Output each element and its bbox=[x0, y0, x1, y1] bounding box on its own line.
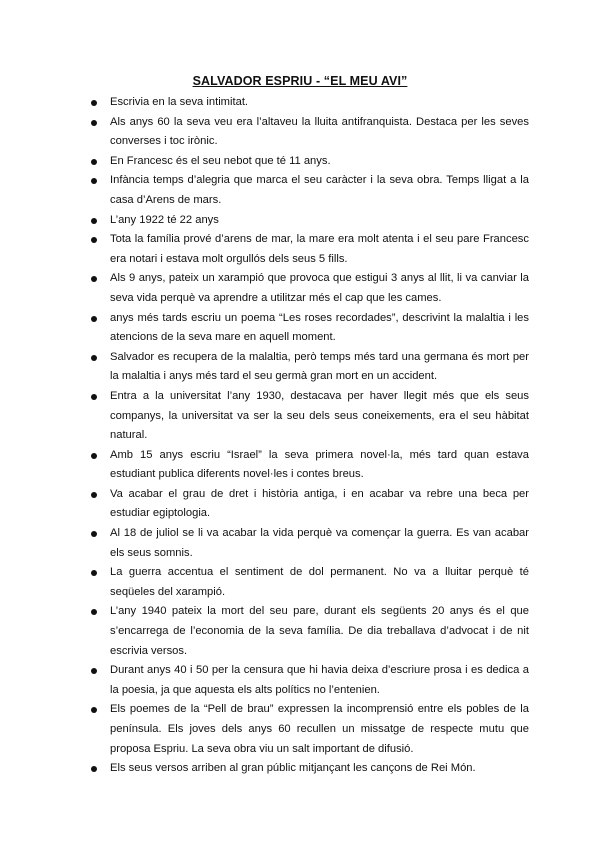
bullet-icon bbox=[91, 453, 97, 459]
list-item bbox=[86, 387, 529, 446]
list-item bbox=[86, 309, 529, 348]
bullet-icon bbox=[91, 218, 97, 224]
bullet-icon bbox=[91, 120, 97, 126]
list-item bbox=[86, 113, 529, 152]
list-item bbox=[86, 759, 529, 779]
bullet-icon bbox=[91, 531, 97, 537]
list-item bbox=[86, 602, 529, 661]
list-item-text: Els poemes de la “Pell de brau” expressen la incomprensió entre els pobles de la península. Els joves dels anys 60 recullen un missatge de respecte mutu que proposa Espriu. La seva obra viu un salt important de difusió. bbox=[110, 703, 529, 755]
list-item-text: Amb 15 anys escriu “Israel” la seva primera novel·la, més tard quan estava estudiant publica diferents novel·les i contes breus. bbox=[110, 448, 529, 481]
list-item bbox=[86, 485, 529, 524]
list-item bbox=[86, 230, 529, 269]
list-item-text: La guerra accentua el sentiment de dol permanent. No va a lluitar perquè té seqüeles del xarampió. bbox=[110, 566, 529, 598]
list-item-text: Els seus versos arriben al gran públic mitjançant les cançons de Rei Món. bbox=[110, 762, 476, 775]
list-item-text: L’any 1940 pateix la mort del seu pare, durant els següents 20 anys és el que s’encarrega de l’economia de la seva família. De dia treballava d’advocat i de nit escrivia versos. bbox=[110, 605, 529, 657]
bullet-icon bbox=[91, 178, 97, 184]
bullet-icon bbox=[91, 707, 97, 713]
list-item-text: Durant anys 40 i 50 per la censura que hi havia deixa d’escriure prosa i es dedica a la poesia, ja que aquesta els alts polítics no l’entenien. bbox=[110, 664, 529, 696]
bullet-icon bbox=[91, 276, 97, 282]
bullet-icon bbox=[91, 159, 97, 165]
list-item-text: Infància temps d’alegria que marca el seu caràcter i la seva obra. Temps lligat a la casa d’Arens de mars. bbox=[110, 174, 529, 206]
list-item-text: Als anys 60 la seva veu era l’altaveu la lluita antifranquista. Destaca per les seves converses i toc irònic. bbox=[110, 115, 529, 148]
bullet-icon bbox=[91, 316, 97, 322]
list-item bbox=[86, 524, 529, 563]
list-item bbox=[86, 700, 529, 759]
list-item bbox=[86, 661, 529, 700]
list-item-text: L’any 1922 té 22 anys bbox=[110, 213, 219, 226]
list-item-text: Va acabar el grau de dret i història antiga, i en acabar va rebre una beca per estudiar egiptologia. bbox=[110, 487, 529, 520]
list-item-text: Salvador es recupera de la malaltia, però temps més tard una germana és mort per la malaltia i anys més tard el seu germà gran mort en un accident. bbox=[110, 350, 529, 383]
list-item bbox=[86, 211, 529, 231]
list-item bbox=[86, 348, 529, 387]
bullet-icon bbox=[91, 609, 97, 615]
list-item bbox=[86, 93, 529, 113]
list-item-text: Escrivia en la seva intimitat. bbox=[110, 96, 249, 108]
bullet-icon bbox=[91, 100, 97, 106]
bullet-icon bbox=[91, 394, 97, 400]
bullet-list bbox=[86, 93, 529, 779]
bullet-icon bbox=[91, 668, 97, 674]
list-item-text: En Francesc és el seu nebot que té 11 anys. bbox=[110, 154, 331, 167]
list-item bbox=[86, 563, 529, 602]
bullet-icon bbox=[91, 766, 97, 772]
bullet-icon bbox=[91, 355, 97, 361]
list-item bbox=[86, 171, 529, 210]
list-item-text: Entra a la universitat l’any 1930, destacava per haver llegit més que els seus companys, la universitat va ser la seu dels seus coneixements, era el seu hàbitat natural. bbox=[110, 389, 529, 442]
bullet-icon bbox=[91, 237, 97, 243]
list-item bbox=[86, 269, 529, 308]
document-title: SALVADOR ESPRIU - “EL MEU AVI” bbox=[192, 74, 408, 88]
list-item-text: anys més tards escriu un poema “Les roses recordades”, descrivint la malaltia i les atencions de la seva mare en aquell moment. bbox=[110, 311, 529, 344]
list-item bbox=[86, 152, 529, 172]
list-item bbox=[86, 446, 529, 485]
bullet-icon bbox=[91, 570, 97, 576]
list-item-text: Al 18 de juliol se li va acabar la vida perquè va començar la guerra. Es van acabar els seus somnis. bbox=[110, 527, 529, 559]
list-item-text: Tota la família prové d’arens de mar, la mare era molt atenta i el seu pare Francesc era notari i estava molt orgullós dels seus 5 fills. bbox=[110, 233, 529, 265]
list-item-text: Als 9 anys, pateix un xarampió que provoca que estigui 3 anys al llit, li va canviar la seva vida perquè va aprendre a utilitzar més el cap que les cames. bbox=[110, 272, 529, 304]
bullet-icon bbox=[91, 492, 97, 498]
